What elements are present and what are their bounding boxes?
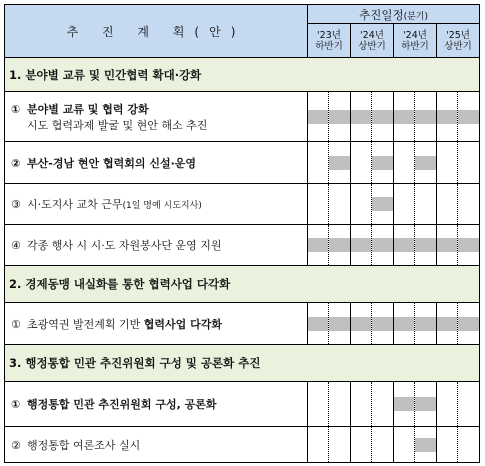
period-header [351, 24, 394, 58]
schedule-bar [308, 238, 328, 252]
schedule-bar [329, 110, 350, 124]
quarter-cell [329, 142, 351, 184]
quarter-cell [415, 427, 437, 463]
quarter-cell [394, 92, 415, 142]
task-number: ③ [11, 198, 21, 211]
quarter-cell [437, 382, 458, 427]
quarter-cell [415, 303, 437, 345]
task-number: ④ [11, 239, 21, 252]
schedule-bar [437, 317, 457, 331]
schedule-row [5, 225, 480, 266]
task-title: 초광역권 발전계획 기반 [27, 317, 144, 331]
plan-header: 추 진 계 획(안) [5, 5, 308, 58]
schedule-bar [372, 156, 393, 170]
schedule-bar [308, 110, 328, 124]
schedule-header-label: 추진일정 [359, 8, 404, 22]
task-title-emphasis: 협력사업 다각화 [143, 317, 222, 331]
quarter-cell [415, 225, 437, 266]
task-cell [5, 142, 308, 184]
task-cell [5, 427, 308, 463]
schedule-header-unit: (분기) [403, 12, 428, 22]
period-half: 하반기 [401, 40, 429, 52]
quarter-cell [308, 184, 329, 225]
schedule-bar [329, 317, 350, 331]
task-cell [5, 92, 308, 142]
schedule-bar [351, 238, 371, 252]
schedule-table [4, 4, 480, 463]
task-number: ② [11, 156, 21, 170]
quarter-cell [351, 427, 372, 463]
quarter-cell [308, 382, 329, 427]
quarter-cell [458, 92, 480, 142]
schedule-bar [415, 110, 436, 124]
quarter-cell [372, 92, 394, 142]
period-year: '25년 [446, 29, 470, 41]
section-heading: 2. 경제동맹 내실화를 통한 협력사업 다각화 [5, 266, 480, 303]
section-heading: 1. 분야별 교류 및 민간협력 확대·강화 [5, 58, 480, 92]
schedule-bar [415, 238, 436, 252]
period-half: 하반기 [315, 40, 343, 52]
schedule-row [5, 142, 480, 184]
schedule-bar [458, 110, 479, 124]
quarter-cell [329, 382, 351, 427]
period-year: '24년 [360, 29, 384, 41]
quarter-cell [458, 225, 480, 266]
quarter-cell [351, 184, 372, 225]
quarter-cell [329, 303, 351, 345]
schedule-bar [458, 238, 479, 252]
quarter-cell [458, 427, 480, 463]
task-number: ② [11, 438, 21, 452]
quarter-cell [351, 225, 372, 266]
quarter-cell [308, 225, 329, 266]
quarter-cell [329, 427, 351, 463]
task-number: ① [11, 398, 21, 411]
section-heading: 3. 행정통합 민관 추진위원회 구성 및 공론화 추진 [5, 345, 480, 382]
schedule-row [5, 382, 480, 427]
period-header [437, 24, 480, 58]
period-header [308, 24, 351, 58]
quarter-cell [394, 427, 415, 463]
quarter-cell [308, 427, 329, 463]
period-header [394, 24, 437, 58]
quarter-cell [437, 92, 458, 142]
task-cell [5, 184, 308, 225]
quarter-cell [458, 142, 480, 184]
schedule-bar [329, 156, 350, 170]
task-number: ① [11, 317, 21, 331]
task-cell [5, 225, 308, 266]
quarter-cell [372, 382, 394, 427]
schedule-bar [351, 110, 371, 124]
task-cell [5, 303, 308, 345]
schedule-bar [394, 110, 414, 124]
schedule-bar [415, 317, 436, 331]
quarter-cell [437, 427, 458, 463]
quarter-cell [351, 92, 372, 142]
schedule-table-wrapper [4, 4, 479, 462]
schedule-bar [308, 317, 328, 331]
quarter-cell [329, 92, 351, 142]
quarter-cell [415, 382, 437, 427]
quarter-cell [372, 225, 394, 266]
quarter-cell [308, 92, 329, 142]
quarter-cell [372, 184, 394, 225]
quarter-cell [437, 225, 458, 266]
schedule-bar [372, 317, 393, 331]
schedule-bar [394, 317, 414, 331]
quarter-cell [437, 142, 458, 184]
quarter-cell [372, 427, 394, 463]
quarter-cell [394, 303, 415, 345]
schedule-bar [329, 238, 350, 252]
task-subtitle: 시도 협력과제 발굴 및 현안 해소 추진 [27, 118, 208, 132]
schedule-bar [437, 110, 457, 124]
quarter-cell [351, 382, 372, 427]
schedule-row [5, 92, 480, 142]
task-title: 부산-경남 현안 협력회의 신설·운영 [27, 156, 196, 170]
quarter-cell [329, 184, 351, 225]
schedule-bar [394, 397, 414, 411]
quarter-cell [394, 184, 415, 225]
quarter-cell [394, 142, 415, 184]
schedule-bar [415, 156, 436, 170]
period-year: '24년 [403, 29, 427, 41]
quarter-cell [351, 142, 372, 184]
task-title: 행정통합 여론조사 실시 [27, 438, 141, 452]
quarter-cell [437, 303, 458, 345]
quarter-cell [372, 303, 394, 345]
quarter-cell [458, 184, 480, 225]
task-title: 시·도지사 교차 근무 [27, 198, 123, 211]
schedule-row [5, 303, 480, 345]
schedule-row [5, 427, 480, 463]
quarter-cell [394, 225, 415, 266]
schedule-bar [415, 397, 436, 411]
quarter-cell [458, 382, 480, 427]
schedule-bar [372, 238, 393, 252]
quarter-cell [329, 225, 351, 266]
schedule-bar [437, 238, 457, 252]
schedule-bar [351, 317, 371, 331]
quarter-cell [415, 184, 437, 225]
period-half: 상반기 [444, 40, 472, 52]
schedule-bar [372, 110, 393, 124]
period-year: '23년 [317, 29, 341, 41]
quarter-cell [415, 92, 437, 142]
period-half: 상반기 [358, 40, 386, 52]
quarter-cell [458, 303, 480, 345]
quarter-cell [308, 142, 329, 184]
task-cell [5, 382, 308, 427]
task-title: 분야별 교류 및 협력 강화 [27, 102, 149, 116]
schedule-row [5, 184, 480, 225]
schedule-bar [458, 317, 479, 331]
quarter-cell [394, 382, 415, 427]
schedule-bar [415, 438, 436, 452]
task-note: (1일 명예 시도지사) [122, 201, 202, 211]
quarter-cell [372, 142, 394, 184]
schedule-header [308, 5, 480, 24]
quarter-cell [415, 142, 437, 184]
schedule-bar [394, 238, 414, 252]
schedule-bar [372, 197, 393, 211]
quarter-cell [308, 303, 329, 345]
task-number: ① [11, 102, 21, 116]
quarter-cell [437, 184, 458, 225]
task-title: 각종 행사 시 시·도 자원봉사단 운영 지원 [27, 239, 222, 252]
quarter-cell [351, 303, 372, 345]
task-title: 행정통합 민관 추진위원회 구성, 공론화 [27, 398, 217, 411]
